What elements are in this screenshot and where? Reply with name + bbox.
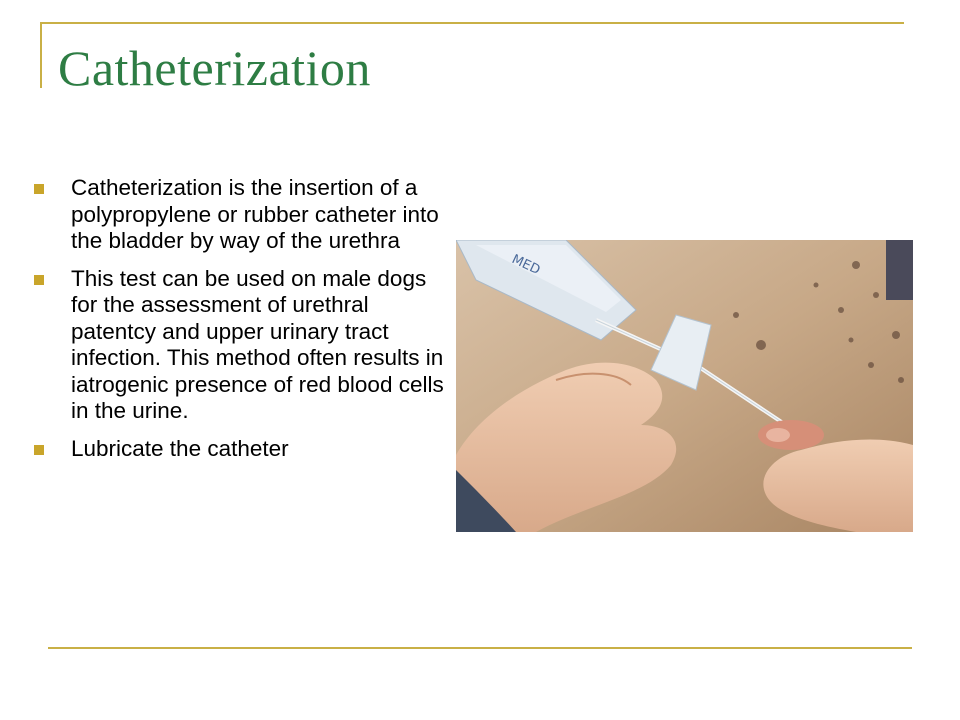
square-bullet-icon	[34, 445, 44, 455]
square-bullet-icon	[34, 184, 44, 194]
left-rule	[40, 22, 42, 88]
bullet-text: This test can be used on male dogs for the assessment of urethral patentcy and upper urinary tract infection. This method often results in iatrogenic presence of red blood cells in the urine.	[71, 265, 444, 423]
bullet-item	[34, 175, 444, 255]
square-bullet-icon	[34, 275, 44, 285]
bullet-item	[34, 436, 444, 463]
bullet-text: Lubricate the catheter	[71, 435, 289, 461]
top-rule	[40, 22, 904, 24]
bullet-text: Catheterization is the insertion of a polypropylene or rubber catheter into the bladder by way of the urethra	[71, 175, 439, 253]
svg-text:MED: MED	[509, 252, 543, 279]
bottom-rule	[48, 647, 912, 649]
bullet-list	[34, 175, 444, 473]
catheter-photo	[456, 240, 913, 532]
bullet-item	[34, 266, 444, 425]
slide-title: Catheterization	[58, 40, 371, 96]
